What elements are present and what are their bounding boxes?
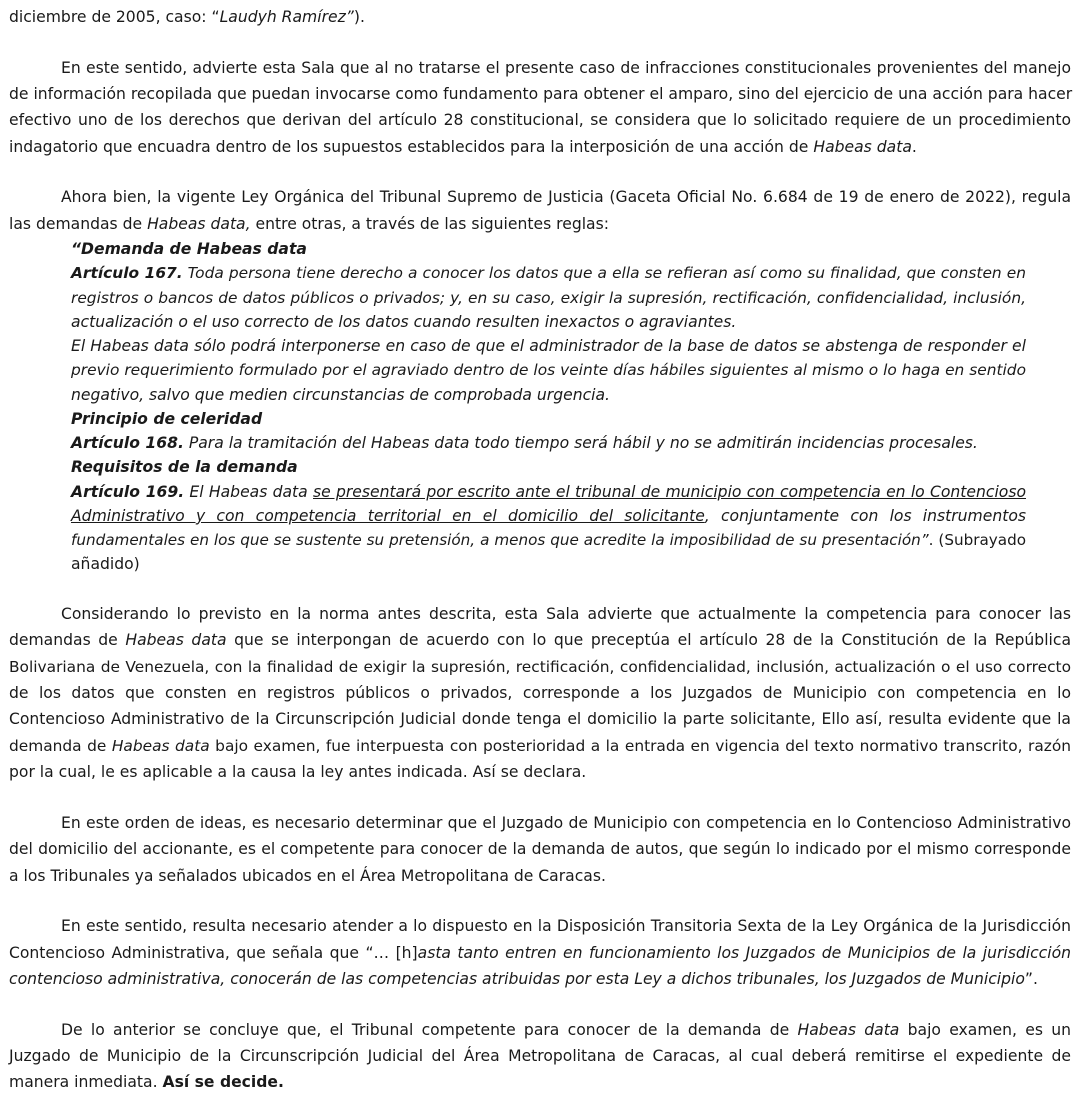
quote-line: negativo, salvo que medien circunstancias de comprobada urgencia. — [71, 386, 611, 404]
paragraph-line: En este sentido, resulta necesario atender a lo dispuesto en la Disposición Transitoria Sexta de la Ley Orgánica de la Jurisdicción — [61, 917, 1071, 935]
paragraph-line: de los datos que consten en registros públicos o privados, corresponde a los Juzgados de Municipio con competencia en lo — [9, 684, 1071, 702]
quote-line: añadido) — [71, 555, 140, 573]
quote-heading: Requisitos de la demanda — [71, 458, 298, 476]
quote-line: Artículo 169. El Habeas data se presentará por escrito ante el tribunal de municipio con competencia en lo Contencioso — [71, 483, 1026, 501]
paragraph-line: por la cual, le es aplicable a la causa la ley antes indicada. Así se declara. — [9, 763, 587, 781]
quote-line: fundamentales en los que se sustente su pretensión, a menos que acredite la imposibilidad de su presentación”. (Subrayado — [71, 531, 1027, 549]
paragraph-line: contencioso administrativa, conocerán de las competencias atribuidas por esta Ley a dichos tribunales, los Juzgados de Municipio”. — [9, 970, 1038, 988]
paragraph-line: demandas de Habeas data que se interpongan de acuerdo con lo que preceptúa el artículo 28 de la Constitución de la República — [9, 631, 1071, 649]
quote-line: El Habeas data sólo podrá interponerse en caso de que el administrador de la base de datos se abstenga de responder el — [71, 337, 1026, 355]
paragraph-line: de información recopilada que puedan invocarse como fundamento para obtener el amparo, sino del ejercicio de una acción para hacer — [9, 85, 1073, 103]
paragraph-line: De lo anterior se concluye que, el Tribunal competente para conocer de la demanda de Habeas data bajo examen, es un — [61, 1021, 1071, 1039]
paragraph-line: indagatorio que encuadra dentro de los supuestos establecidos para la interposición de una acción de Habeas data. — [9, 138, 917, 156]
paragraph-line: Juzgado de Municipio de la Circunscripción Judicial del Área Metropolitana de Caracas, al cual deberá remitirse el expediente de — [9, 1047, 1071, 1065]
paragraph-line: Contencioso Administrativa, que señala que “… [h]asta tanto entren en funcionamiento los Juzgados de Municipios de la jurisdicción — [9, 944, 1071, 962]
paragraph-line: En este orden de ideas, es necesario determinar que el Juzgado de Municipio con competencia en lo Contencioso Administrativo — [61, 814, 1071, 832]
paragraph-line: efectivo uno de los derechos que derivan del artículo 28 constitucional, se considera que lo solicitado requiere de un procedimiento — [9, 111, 1071, 129]
paragraph-line: Considerando lo previsto en la norma antes descrita, esta Sala advierte que actualmente la competencia para conocer las — [61, 605, 1071, 623]
quote-line: Administrativo y con competencia territorial en el domicilio del solicitante, conjuntamente con los instrumentos — [71, 507, 1026, 525]
paragraph-line: las demandas de Habeas data, entre otras, a través de las siguientes reglas: — [9, 215, 609, 233]
quote-line: registros o bancos de datos públicos o privados; y, en su caso, exigir la supresión, rectificación, confidencialidad, inclusión, — [71, 289, 1026, 307]
quote-line: Artículo 167. Toda persona tiene derecho a conocer los datos que a ella se refieran así como su finalidad, que consten en — [71, 264, 1026, 282]
paragraph-line: manera inmediata. Así se decide. — [9, 1073, 284, 1091]
paragraph-line: Contencioso Administrativo de la Circunscripción Judicial donde tenga el domicilio la parte solicitante, Ello así, resulta evidente que la — [9, 710, 1071, 728]
paragraph-line: Bolivariana de Venezuela, con la finalidad de exigir la supresión, rectificación, confidencialidad, inclusión, actualización o el uso correcto — [9, 658, 1071, 676]
quote-line: Artículo 168. Para la tramitación del Habeas data todo tiempo será hábil y no se admitirán incidencias procesales. — [71, 434, 978, 452]
paragraph-line: demanda de Habeas data bajo examen, fue interpuesta con posterioridad a la entrada en vigencia del texto normativo transcrito, razón — [9, 737, 1072, 755]
quote-line: actualización o el uso correcto de los datos cuando resulten inexactos o agraviantes. — [71, 313, 737, 331]
quote-heading: “Demanda de Habeas data — [71, 240, 307, 258]
paragraph-line: a los Tribunales ya señalados ubicados en el Área Metropolitana de Caracas. — [9, 867, 606, 885]
quote-line: previo requerimiento formulado por el agraviado dentro de los veinte días hábiles siguientes al mismo o lo haga en sentido — [71, 361, 1026, 379]
quote-heading: Principio de celeridad — [71, 410, 263, 428]
paragraph-line: En este sentido, advierte esta Sala que al no tratarse el presente caso de infracciones constitucionales provenientes del manejo — [61, 59, 1071, 77]
text-line: diciembre de 2005, caso: “Laudyh Ramírez”). — [9, 8, 365, 26]
paragraph-line: del domicilio del accionante, es el competente para conocer de la demanda de autos, que según lo indicado por el mismo corresponde — [9, 840, 1071, 858]
paragraph-line: Ahora bien, la vigente Ley Orgánica del Tribunal Supremo de Justicia (Gaceta Oficial No. 6.684 de 19 de enero de 2022), regula — [61, 188, 1071, 206]
